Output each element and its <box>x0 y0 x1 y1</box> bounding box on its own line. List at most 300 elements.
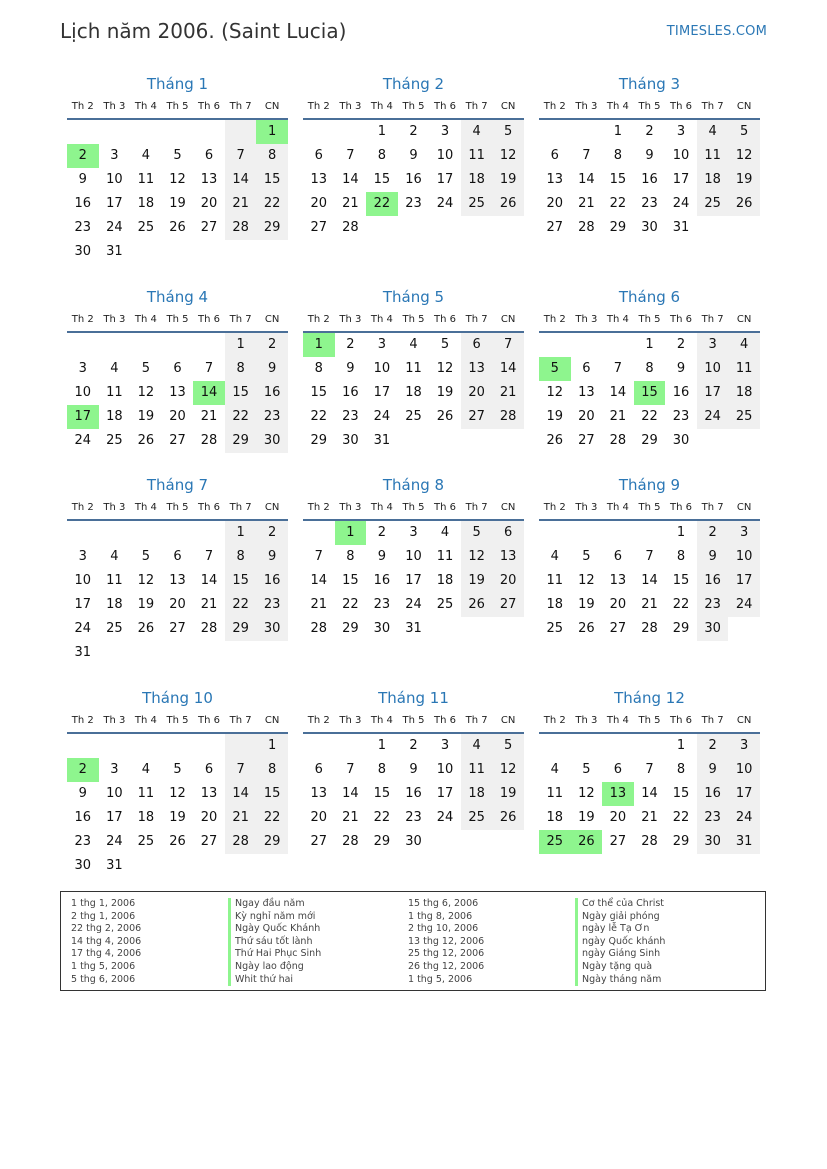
month-title: Tháng 1 <box>146 75 209 93</box>
day-cell: 22 <box>225 593 257 617</box>
day-cell: 20 <box>200 196 218 211</box>
day-cell: 14 <box>225 782 257 806</box>
month-block <box>539 70 760 240</box>
weekday-label: Th 3 <box>339 502 362 513</box>
weekday-header <box>303 309 524 331</box>
day-cell: 16 <box>672 385 690 400</box>
weekday-label: Th 5 <box>402 101 425 112</box>
weekday-label: Th 2 <box>307 314 330 325</box>
holiday-line: 26 thg 12, 2006 <box>408 960 485 972</box>
weekday-label: Th 4 <box>134 502 157 513</box>
day-cell: 20 <box>310 196 328 211</box>
empty-day-cell <box>99 120 131 144</box>
day-cell: 28 <box>641 834 658 849</box>
day-cell: 13 <box>169 385 186 400</box>
day-cell: 25 <box>461 806 493 830</box>
empty-day-cell <box>193 734 225 758</box>
day-cell: 6 <box>204 148 214 163</box>
empty-day-cell <box>67 333 99 357</box>
day-cell: 6 <box>492 521 524 545</box>
weekday-header <box>67 309 288 331</box>
day-cell: 7 <box>314 549 323 564</box>
day-cell: 1 <box>225 333 257 357</box>
day-cell: 5 <box>141 361 151 376</box>
day-cell: 22 <box>256 192 288 216</box>
day-cell: 6 <box>613 762 623 777</box>
day-cell: 23 <box>405 196 422 211</box>
day-cell: 17 <box>405 573 422 588</box>
weekday-header <box>67 710 288 732</box>
day-cell: 22 <box>256 806 288 830</box>
day-cell: 23 <box>672 409 690 424</box>
holiday-line: Ngày giải phóng <box>582 910 660 922</box>
weekday-label: Th 6 <box>198 101 221 112</box>
day-cell: 9 <box>377 549 387 564</box>
day-cell: 27 <box>200 834 218 849</box>
day-cell: 19 <box>137 597 155 612</box>
weekday-header <box>539 497 760 519</box>
holiday-line: 1 thg 1, 2006 <box>71 898 136 909</box>
weekday-header <box>303 710 524 732</box>
day-cell: 25 <box>405 409 422 424</box>
day-cell: 2 <box>697 521 729 545</box>
day-cell: 22 <box>609 196 627 211</box>
day-cell: 27 <box>310 834 328 849</box>
day-cell: 11 <box>137 786 155 801</box>
weekday-label: Th 6 <box>670 502 693 513</box>
day-cell: 10 <box>436 148 454 163</box>
day-cell: 29 <box>256 216 288 240</box>
day-grid <box>303 734 524 854</box>
month-title: Tháng 10 <box>142 689 213 707</box>
day-cell: 10 <box>106 786 123 801</box>
weekday-header <box>67 497 288 519</box>
day-cell: 26 <box>492 806 524 830</box>
day-cell: 11 <box>546 573 564 588</box>
day-cell: 4 <box>409 337 418 352</box>
day-cell: 14 <box>492 357 524 381</box>
holiday-day-cell: 15 <box>634 381 666 405</box>
weekday-label: Th 4 <box>134 314 157 325</box>
weekday-label: Th 2 <box>71 101 94 112</box>
day-cell: 6 <box>550 148 559 163</box>
empty-day-cell <box>130 734 162 758</box>
day-cell: 23 <box>256 593 288 617</box>
day-cell: 3 <box>440 124 450 139</box>
day-cell: 28 <box>200 621 218 636</box>
day-cell: 16 <box>342 385 359 400</box>
day-cell: 28 <box>310 621 328 636</box>
weekday-label: Th 7 <box>229 502 252 513</box>
day-cell: 26 <box>461 593 493 617</box>
day-cell: 20 <box>200 810 218 825</box>
day-cell: 7 <box>613 361 623 376</box>
day-cell: 12 <box>578 573 595 588</box>
holiday-line: 1 thg 8, 2006 <box>408 910 473 922</box>
weekday-label: Th 7 <box>701 101 724 112</box>
day-cell: 19 <box>436 385 454 400</box>
day-cell: 2 <box>256 333 288 357</box>
empty-day-cell <box>67 120 99 144</box>
month-block <box>539 283 760 453</box>
day-cell: 8 <box>377 148 387 163</box>
holiday-line: 2 thg 10, 2006 <box>408 923 479 935</box>
day-cell: 3 <box>697 333 729 357</box>
day-cell: 5 <box>173 762 182 777</box>
day-cell: 30 <box>256 429 288 453</box>
day-cell: 3 <box>78 361 87 376</box>
day-cell: 4 <box>440 525 450 540</box>
holiday-day-cell: 13 <box>602 782 634 806</box>
day-cell: 9 <box>256 357 288 381</box>
weekday-label: Th 7 <box>465 715 488 726</box>
holiday-line: ngày Giáng Sinh <box>582 948 661 960</box>
day-cell: 12 <box>169 786 186 801</box>
day-cell: 5 <box>728 120 760 144</box>
day-cell: 7 <box>346 148 355 163</box>
day-cell: 28 <box>609 433 627 448</box>
day-grid <box>67 120 288 264</box>
weekday-header <box>67 96 288 118</box>
day-cell: 31 <box>373 433 391 448</box>
day-cell: 9 <box>78 786 87 801</box>
day-cell: 16 <box>405 172 422 187</box>
holiday-dates-left <box>71 898 141 986</box>
day-grid <box>67 734 288 878</box>
day-cell: 14 <box>342 786 359 801</box>
day-cell: 6 <box>204 762 214 777</box>
weekday-label: Th 3 <box>339 314 362 325</box>
day-cell: 7 <box>492 333 524 357</box>
day-cell: 4 <box>110 549 119 564</box>
weekday-label: Th 2 <box>543 715 566 726</box>
day-cell: 11 <box>405 361 422 376</box>
empty-day-cell <box>634 521 666 545</box>
weekday-label: Th 3 <box>339 101 362 112</box>
day-cell: 13 <box>546 172 564 187</box>
day-cell: 24 <box>697 405 729 429</box>
weekday-label: Th 6 <box>670 314 693 325</box>
day-cell: 23 <box>641 196 658 211</box>
day-cell: 4 <box>141 762 151 777</box>
day-cell: 1 <box>676 525 686 540</box>
day-cell: 3 <box>728 521 760 545</box>
weekday-label: CN <box>736 314 752 325</box>
empty-day-cell <box>539 521 571 545</box>
day-cell: 22 <box>342 597 359 612</box>
weekday-label: Th 6 <box>434 101 457 112</box>
day-cell: 10 <box>405 549 422 564</box>
holiday-day-cell: 1 <box>303 333 335 357</box>
day-cell: 22 <box>310 409 328 424</box>
day-grid <box>539 120 760 240</box>
day-cell: 25 <box>137 834 155 849</box>
day-cell: 25 <box>728 405 760 429</box>
day-cell: 2 <box>409 124 418 139</box>
weekday-header <box>539 309 760 331</box>
day-cell: 6 <box>314 148 323 163</box>
day-cell: 15 <box>225 569 257 593</box>
day-cell: 21 <box>492 381 524 405</box>
weekday-label: CN <box>264 502 280 513</box>
day-cell: 13 <box>310 172 328 187</box>
day-cell: 29 <box>342 621 359 636</box>
holiday-line: Ngày Quốc Khánh <box>235 923 321 935</box>
day-cell: 27 <box>609 621 627 636</box>
day-cell: 25 <box>106 621 123 636</box>
day-cell: 21 <box>200 597 218 612</box>
day-cell: 8 <box>225 545 257 569</box>
month-title: Tháng 11 <box>378 689 449 707</box>
weekday-label: Th 3 <box>575 314 598 325</box>
holiday-line: Ngày tháng năm <box>582 973 662 985</box>
empty-day-cell <box>303 734 335 758</box>
day-cell: 14 <box>578 172 595 187</box>
day-cell: 23 <box>74 834 92 849</box>
empty-day-cell <box>303 521 335 545</box>
day-cell: 11 <box>697 144 729 168</box>
day-cell: 5 <box>440 337 450 352</box>
day-cell: 29 <box>225 617 257 641</box>
weekday-label: Th 5 <box>638 715 661 726</box>
day-cell: 19 <box>578 810 595 825</box>
site-link[interactable]: TIMESLES.COM <box>666 24 767 39</box>
day-cell: 20 <box>578 409 595 424</box>
day-cell: 30 <box>697 830 729 854</box>
day-cell: 15 <box>342 573 359 588</box>
day-cell: 18 <box>461 782 493 806</box>
day-cell: 26 <box>578 621 595 636</box>
day-cell: 6 <box>314 762 323 777</box>
day-grid <box>539 734 760 854</box>
weekday-label: Th 5 <box>638 101 661 112</box>
weekday-label: CN <box>736 101 752 112</box>
day-cell: 8 <box>613 148 623 163</box>
day-cell: 17 <box>106 196 123 211</box>
day-cell: 20 <box>461 381 493 405</box>
weekday-label: Th 6 <box>198 314 221 325</box>
day-cell: 5 <box>461 521 493 545</box>
day-cell: 17 <box>672 172 690 187</box>
day-cell: 31 <box>74 645 92 660</box>
day-cell: 22 <box>672 597 690 612</box>
empty-day-cell <box>602 333 634 357</box>
day-cell: 12 <box>728 144 760 168</box>
weekday-label: Th 7 <box>701 502 724 513</box>
weekday-label: Th 6 <box>198 715 221 726</box>
day-cell: 8 <box>256 144 288 168</box>
day-cell: 2 <box>346 337 355 352</box>
day-cell: 27 <box>169 433 186 448</box>
day-cell: 18 <box>405 385 422 400</box>
day-cell: 14 <box>641 786 658 801</box>
weekday-label: Th 7 <box>465 101 488 112</box>
day-cell: 27 <box>461 405 493 429</box>
day-cell: 13 <box>609 573 627 588</box>
day-cell: 2 <box>676 337 686 352</box>
day-cell: 30 <box>672 433 690 448</box>
weekday-header <box>303 96 524 118</box>
day-cell: 4 <box>550 762 559 777</box>
day-cell: 25 <box>546 621 564 636</box>
day-cell: 7 <box>645 549 654 564</box>
day-cell: 7 <box>645 762 654 777</box>
day-cell: 14 <box>225 168 257 192</box>
day-cell: 12 <box>436 361 454 376</box>
day-cell: 16 <box>405 786 422 801</box>
day-cell: 18 <box>137 196 155 211</box>
day-cell: 7 <box>582 148 591 163</box>
day-cell: 4 <box>550 549 559 564</box>
weekday-label: Th 4 <box>606 502 629 513</box>
day-cell: 3 <box>440 738 450 753</box>
day-cell: 23 <box>405 810 422 825</box>
holiday-line: 1 thg 5, 2006 <box>71 960 136 972</box>
weekday-label: Th 5 <box>166 502 189 513</box>
day-cell: 27 <box>546 220 564 235</box>
day-cell: 9 <box>645 148 654 163</box>
holiday-names-left <box>228 898 321 986</box>
day-cell: 10 <box>728 758 760 782</box>
day-cell: 13 <box>492 545 524 569</box>
month-title: Tháng 4 <box>146 288 209 306</box>
empty-day-cell <box>225 734 257 758</box>
holiday-dates-right <box>408 898 484 986</box>
day-cell: 24 <box>436 810 454 825</box>
day-cell: 25 <box>436 597 454 612</box>
day-cell: 28 <box>342 220 359 235</box>
empty-day-cell <box>67 521 99 545</box>
day-cell: 14 <box>609 385 627 400</box>
day-grid <box>303 120 524 240</box>
day-cell: 21 <box>641 597 658 612</box>
weekday-label: Th 2 <box>543 502 566 513</box>
day-cell: 26 <box>137 433 155 448</box>
month-title: Tháng 9 <box>618 476 681 494</box>
holiday-day-cell: 1 <box>256 120 288 144</box>
day-cell: 28 <box>578 220 595 235</box>
day-cell: 18 <box>697 168 729 192</box>
day-cell: 30 <box>697 617 729 641</box>
weekday-label: CN <box>736 502 752 513</box>
empty-day-cell <box>99 333 131 357</box>
day-cell: 23 <box>74 220 92 235</box>
day-cell: 20 <box>169 409 186 424</box>
day-cell: 29 <box>256 830 288 854</box>
day-cell: 20 <box>169 597 186 612</box>
weekday-label: Th 3 <box>103 715 126 726</box>
weekday-label: Th 2 <box>307 101 330 112</box>
day-cell: 31 <box>106 244 123 259</box>
day-cell: 12 <box>492 144 524 168</box>
empty-day-cell <box>571 333 603 357</box>
empty-day-cell <box>130 521 162 545</box>
day-cell: 10 <box>74 385 92 400</box>
day-cell: 17 <box>728 569 760 593</box>
day-cell: 26 <box>492 192 524 216</box>
day-cell: 13 <box>200 172 218 187</box>
day-grid <box>67 521 288 665</box>
day-cell: 25 <box>697 192 729 216</box>
day-cell: 27 <box>310 220 328 235</box>
day-cell: 11 <box>106 573 123 588</box>
weekday-label: Th 2 <box>543 314 566 325</box>
month-block <box>67 471 288 665</box>
day-cell: 13 <box>461 357 493 381</box>
day-cell: 24 <box>672 196 690 211</box>
day-cell: 19 <box>169 196 186 211</box>
weekday-label: Th 5 <box>166 101 189 112</box>
weekday-label: Th 7 <box>701 715 724 726</box>
month-block <box>539 684 760 854</box>
holiday-line: Whit thứ hai <box>235 973 294 985</box>
holiday-day-cell: 25 <box>539 830 571 854</box>
holiday-line: 14 thg 4, 2006 <box>71 935 142 947</box>
holiday-line: 13 thg 12, 2006 <box>408 935 485 947</box>
day-cell: 23 <box>697 806 729 830</box>
day-cell: 31 <box>728 830 760 854</box>
empty-day-cell <box>162 333 194 357</box>
empty-day-cell <box>539 333 571 357</box>
day-cell: 8 <box>314 361 323 376</box>
day-cell: 23 <box>373 597 391 612</box>
holiday-line: 1 thg 5, 2006 <box>408 973 473 985</box>
day-cell: 7 <box>225 758 257 782</box>
day-cell: 2 <box>256 521 288 545</box>
day-cell: 23 <box>342 409 359 424</box>
weekday-label: Th 3 <box>575 101 598 112</box>
empty-day-cell <box>539 734 571 758</box>
holiday-line: Ngày tặng quà <box>582 960 653 972</box>
day-cell: 12 <box>137 573 155 588</box>
day-cell: 14 <box>641 573 658 588</box>
day-cell: 6 <box>582 361 591 376</box>
day-cell: 15 <box>225 381 257 405</box>
weekday-label: Th 7 <box>229 314 252 325</box>
weekday-label: CN <box>500 715 516 726</box>
day-cell: 4 <box>697 120 729 144</box>
day-cell: 20 <box>609 597 627 612</box>
empty-day-cell <box>193 333 225 357</box>
day-cell: 30 <box>74 858 92 873</box>
day-cell: 1 <box>676 738 686 753</box>
month-title: Tháng 8 <box>382 476 445 494</box>
day-cell: 1 <box>377 738 387 753</box>
day-cell: 11 <box>106 385 123 400</box>
day-cell: 24 <box>405 597 422 612</box>
holiday-day-cell: 22 <box>366 192 398 216</box>
day-cell: 12 <box>461 545 493 569</box>
day-cell: 21 <box>609 409 627 424</box>
day-cell: 16 <box>74 196 92 211</box>
day-cell: 16 <box>256 569 288 593</box>
day-cell: 25 <box>106 433 123 448</box>
day-grid <box>539 333 760 453</box>
day-cell: 7 <box>346 762 355 777</box>
empty-day-cell <box>602 734 634 758</box>
empty-day-cell <box>335 734 367 758</box>
day-cell: 19 <box>492 168 524 192</box>
empty-day-cell <box>193 120 225 144</box>
empty-day-cell <box>225 120 257 144</box>
day-cell: 8 <box>346 549 355 564</box>
day-cell: 21 <box>578 196 595 211</box>
day-cell: 2 <box>697 734 729 758</box>
day-cell: 30 <box>342 433 359 448</box>
day-cell: 31 <box>672 220 690 235</box>
month-block <box>539 471 760 641</box>
month-title: Tháng 3 <box>618 75 681 93</box>
